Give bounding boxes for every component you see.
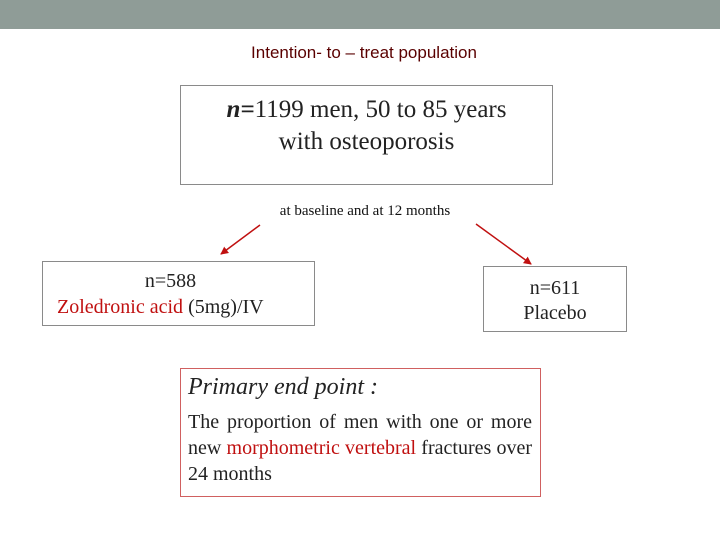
- zoledronic-arm-box: [42, 261, 315, 326]
- endpoint-highlight: morphometric vertebral: [226, 437, 417, 459]
- timing-label: at baseline and at 12 months: [279, 203, 451, 219]
- diagram-heading: Intention- to – treat population: [251, 43, 477, 62]
- placebo-arm-box: [483, 266, 627, 332]
- endpoint-box: [180, 368, 541, 497]
- arrow-to-zoledronic: [221, 225, 260, 254]
- cohort-n-label: n=: [226, 96, 255, 123]
- endpoint-text-before: The proportion of men with one or more new: [188, 411, 532, 459]
- placebo-n: n=611: [529, 277, 581, 299]
- cohort-description: 1199 men, 50 to 85 years: [254, 96, 507, 123]
- zoledronic-treatment: [57, 294, 264, 320]
- endpoint-description: [188, 409, 532, 487]
- zoledronic-dose: (5mg)/IV: [183, 296, 264, 318]
- cohort-line-2: with osteoporosis: [278, 128, 455, 155]
- zoledronic-n: n=588: [144, 270, 197, 292]
- endpoint-title: Primary end point :: [188, 374, 378, 400]
- placebo-label: Placebo: [523, 302, 587, 324]
- endpoint-text-after: fractures over 24 months: [188, 437, 532, 485]
- arrow-to-placebo: [476, 224, 531, 264]
- zoledronic-drug-name: Zoledronic acid: [57, 296, 184, 318]
